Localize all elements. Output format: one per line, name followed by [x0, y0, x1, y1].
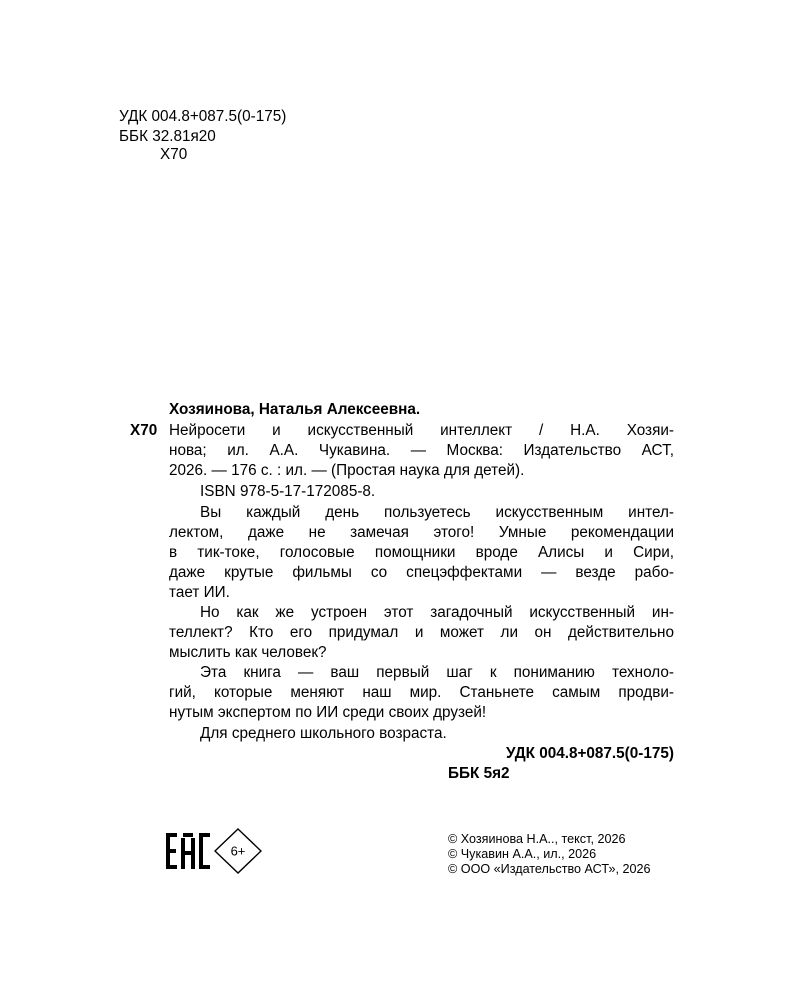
- author-index-mark: Х70: [130, 422, 158, 439]
- annotation-line: мыслить как человек?: [169, 644, 327, 661]
- annotation-line: гий, которые меняют наш мир. Станьнете самым продви-: [169, 684, 674, 701]
- annotation-line: Но как же устроен этот загадочный искусственный ин-: [200, 604, 674, 621]
- udk-footer: УДК 004.8+087.5(0-175): [505, 745, 674, 762]
- bbk-footer: ББК 5я2: [448, 765, 510, 782]
- title-line-1: Нейросети и искусственный интеллект / Н.А. Хозяи-: [169, 422, 674, 439]
- annotation-line: Эта книга — ваш первый шаг к пониманию техноло-: [200, 664, 674, 681]
- title-line-2: нова; ил. А.А. Чукавина. — Москва: Издательство АСТ,: [169, 442, 674, 459]
- copyright-line: © Чукавин А.А., ил., 2026: [448, 847, 597, 861]
- eac-mark-icon: [166, 833, 210, 869]
- annotation-line: даже крутые фильмы со спецэффектами — везде рабо-: [169, 564, 674, 581]
- copyright-line: © ООО «Издательство АСТ», 2026: [448, 862, 651, 876]
- annotation-line: Вы каждый день пользуетесь искусственным интел-: [200, 504, 674, 521]
- annotation-line: лектом, даже не замечая этого! Умные рекомендации: [169, 524, 674, 541]
- title-line-3: 2026. — 176 с. : ил. — (Простая наука для детей).: [169, 462, 525, 479]
- author-code-header: Х70: [160, 146, 188, 163]
- age-rating-label: 6+: [230, 843, 246, 859]
- bbk-header: ББК 32.81я20: [119, 128, 216, 145]
- udk-header: УДК 004.8+087.5(0-175): [119, 108, 287, 125]
- annotation-line: теллект? Кто его придумал и может ли он действительно: [169, 624, 674, 641]
- age-audience-note: Для среднего школьного возраста.: [200, 725, 447, 742]
- annotation-line: в тик-токе, голосовые помощники вроде Алисы и Сири,: [169, 544, 674, 561]
- isbn: ISBN 978-5-17-172085-8.: [200, 483, 376, 500]
- author-name: Хозяинова, Наталья Алексеевна.: [169, 401, 421, 418]
- copyright-line: © Хозяинова Н.А.., текст, 2026: [448, 832, 626, 846]
- age-rating-badge: [214, 828, 262, 874]
- annotation-line: тает ИИ.: [169, 584, 230, 601]
- annotation-line: нутым экспертом по ИИ среди своих друзей!: [169, 704, 487, 721]
